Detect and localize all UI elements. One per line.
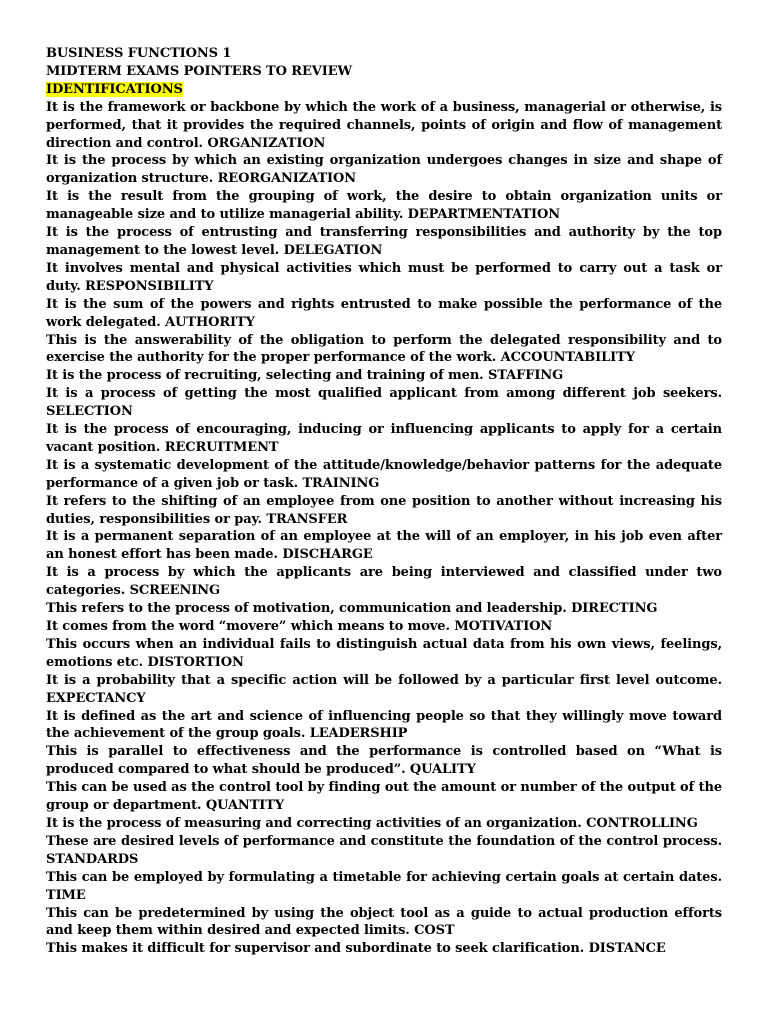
section-heading-highlighted: IDENTIFICATIONS <box>46 81 183 97</box>
identification-item: This can be used as the control tool by finding out the amount or number of the output of the group or department. QUANTITY <box>46 780 722 814</box>
identification-item: It is the process of recruiting, selecting and training of men. STAFFING <box>46 368 564 384</box>
section-heading-line <box>46 81 722 99</box>
document-subtitle: MIDTERM EXAMS POINTERS TO REVIEW <box>46 63 353 79</box>
identification-item: It is a process of getting the most qualified applicant from among different job seekers. SELECTION <box>46 386 722 420</box>
identification-item: It is the result from the grouping of work, the desire to obtain organization units or manageable size and to utilize managerial ability. DEPARTMENTATION <box>46 189 722 223</box>
document-title: BUSINESS FUNCTIONS 1 <box>46 46 232 61</box>
identification-item: This is the answerability of the obligation to perform the delegated responsibility and to exercise the authority for the proper performance of the work. ACCOUNTABILITY <box>46 332 722 366</box>
identification-item: It is the process by which an existing organization undergoes changes in size and shape of organization structure. REORGANIZATION <box>46 153 722 187</box>
identification-list <box>46 99 722 959</box>
identification-item: These are desired levels of performance and constitute the foundation of the control process. STANDARDS <box>46 833 722 867</box>
identification-item: This can be predetermined by using the object tool as a guide to actual production efforts and keep them within desired and expected limits. COST <box>46 905 722 939</box>
identification-item: This is parallel to effectiveness and the performance is controlled based on “What is produced compared to what should be produced”. QUALITY <box>46 744 722 778</box>
identification-item: This refers to the process of motivation, communication and leadership. DIRECTING <box>46 601 658 617</box>
identification-item: It is a process by which the applicants are being interviewed and classified under two categories. SCREENING <box>46 565 722 599</box>
identification-item: It refers to the shifting of an employee from one position to another without increasing his duties, responsibilities or pay. TRANSFER <box>46 493 722 527</box>
identification-item: It is a systematic development of the attitude/knowledge/behavior patterns for the adequate performance of a given job or task. TRAINING <box>46 457 722 491</box>
identification-item: It is a permanent separation of an employee at the will of an employer, in his job even after an honest effort has been made. DISCHARGE <box>46 529 722 563</box>
identification-item: This can be employed by formulating a timetable for achieving certain goals at certain dates. TIME <box>46 869 722 903</box>
identification-item: It is the framework or backbone by which the work of a business, managerial or otherwise, is performed, that it provides the required channels, points of origin and flow of management direction and control. ORGANIZATION <box>46 99 722 151</box>
identification-item: This occurs when an individual fails to distinguish actual data from his own views, feelings, emotions etc. DISTORTION <box>46 636 722 670</box>
identification-item: It is the sum of the powers and rights entrusted to make possible the performance of the work delegated. AUTHORITY <box>46 296 722 330</box>
identification-item: It is defined as the art and science of influencing people so that they willingly move toward the achievement of the group goals. LEADERSHIP <box>46 708 722 742</box>
identification-item: It is the process of entrusting and transferring responsibilities and authority by the top management to the lowest level. DELEGATION <box>46 225 722 258</box>
identification-item: This makes it difficult for supervisor and subordinate to seek clarification. DISTANCE <box>46 941 666 957</box>
identification-item: It is the process of encouraging, inducing or influencing applicants to apply for a certain vacant position. RECRUITMENT <box>46 422 722 455</box>
identification-item: It is the process of measuring and correcting activities of an organization. CONTROLLING <box>46 815 698 831</box>
identification-item: It comes from the word “movere” which means to move. MOTIVATION <box>46 619 553 634</box>
identification-item: It involves mental and physical activities which must be performed to carry out a task or duty. RESPONSIBILITY <box>46 260 722 294</box>
identification-item: It is a probability that a specific action will be followed by a particular first level outcome. EXPECTANCY <box>46 672 722 706</box>
document-page <box>46 45 722 958</box>
